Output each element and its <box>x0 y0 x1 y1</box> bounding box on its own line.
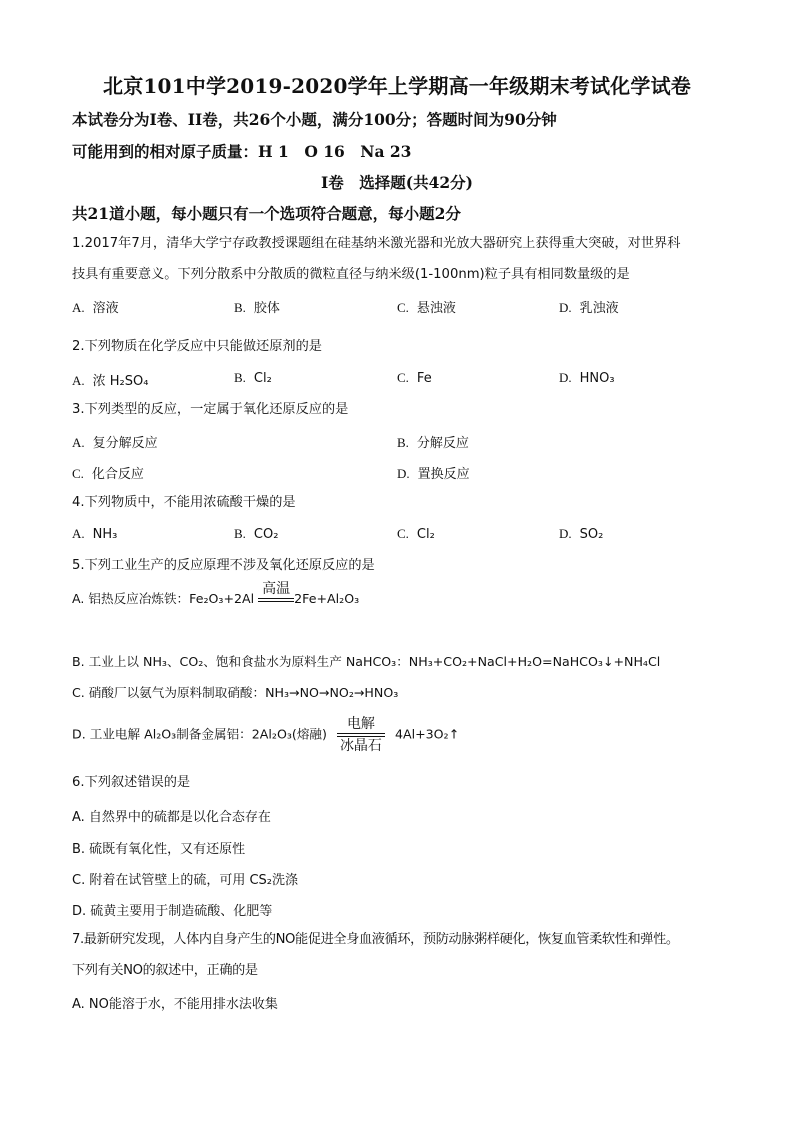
q4-option-c[interactable]: C. Cl₂ <box>397 526 435 542</box>
q3-option-b[interactable]: B. 分解反应 <box>397 435 469 451</box>
q3-option-a[interactable]: A. 复分解反应 <box>72 435 158 451</box>
atomic-mass-line: 可能用到的相对原子质量：H 1 O 16 Na 23 <box>72 142 412 161</box>
q5-option-b[interactable]: B. 工业上以 NH₃、CO₂、饱和食盐水为原料生产 NaHCO₃：NH₃+CO₂+NaCl+H₂O=NaHCO₃↓+NH₄Cl <box>72 654 661 669</box>
q1-option-a[interactable]: A. 溶液 <box>72 300 119 316</box>
q4-option-a[interactable]: A. NH₃ <box>72 526 118 542</box>
q2-option-d[interactable]: D. HNO₃ <box>559 370 615 386</box>
q1-option-d[interactable]: D. 乳浊液 <box>559 300 619 316</box>
q1-option-b[interactable]: B. 胶体 <box>234 300 280 316</box>
q7-option-a[interactable]: A. NO能溶于水，不能用排水法收集 <box>72 997 278 1012</box>
q6-option-b[interactable]: B. 硫既有氧化性，又有还原性 <box>72 842 246 857</box>
q3-option-c[interactable]: C. 化合反应 <box>72 466 144 482</box>
q3-option-d[interactable]: D. 置换反应 <box>397 466 470 482</box>
q2-option-c[interactable]: C. Fe <box>397 370 432 386</box>
exam-info-line: 本试卷分为I卷、II卷，共26个小题，满分100分；答题时间为90分钟 <box>72 110 557 129</box>
question-3: 3.下列类型的反应，一定属于氧化还原反应的是 <box>72 402 349 417</box>
question-2: 2.下列物质在化学反应中只能做还原剂的是 <box>72 339 322 354</box>
reaction-condition: 高温 <box>258 581 294 603</box>
q6-option-c[interactable]: C. 附着在试管壁上的硫，可用 CS₂洗涤 <box>72 873 299 888</box>
q2-option-b[interactable]: B. Cl₂ <box>234 370 272 386</box>
q6-option-a[interactable]: A. 自然界中的硫都是以化合态存在 <box>72 810 271 825</box>
question-7 <box>72 924 732 986</box>
equal-sign <box>258 598 294 602</box>
section-title: I卷 选择题(共42分) <box>321 173 473 192</box>
question-1 <box>72 228 732 290</box>
equal-sign <box>337 733 385 737</box>
q1-option-c[interactable]: C. 悬浊液 <box>397 300 456 316</box>
question-5: 5.下列工业生产的反应原理不涉及氧化还原反应的是 <box>72 558 375 573</box>
page-title: 北京101中学2019-2020学年上学期高一年级期末考试化学试卷 <box>103 74 691 98</box>
q5-option-d[interactable]: D. 工业电解 Al₂O₃制备金属铝：2Al₂O₃(熔融) 电解 冰晶石 4Al+3O₂↑ <box>72 716 460 754</box>
q2-option-a[interactable]: A. 浓 H₂SO₄ <box>72 373 149 389</box>
question-7-line-2: 下列有关NO的叙述中，正确的是 <box>72 963 258 978</box>
reaction-condition: 电解 冰晶石 <box>337 716 385 754</box>
q5-option-a[interactable]: A. 铝热反应冶炼铁：Fe₂O₃+2Al 高温 2Fe+Al₂O₃ <box>72 580 360 606</box>
question-4: 4.下列物质中，不能用浓硫酸干燥的是 <box>72 495 296 510</box>
q4-option-b[interactable]: B. CO₂ <box>234 526 279 542</box>
question-1-line-1: 1.2017年7月，清华大学宁存政教授课题组在硅基纳米激光器和光放大器研究上获得重大突破，对世界科 <box>72 236 681 251</box>
q4-option-d[interactable]: D. SO₂ <box>559 526 604 542</box>
q5-option-c[interactable]: C. 硝酸厂以氨气为原料制取硝酸：NH₃→NO→NO₂→HNO₃ <box>72 685 399 700</box>
question-1-line-2: 技具有重要意义。下列分散系中分散质的微粒直径与纳米级(1-100nm)粒子具有相同数量级的是 <box>72 267 630 282</box>
question-6: 6.下列叙述错误的是 <box>72 775 191 790</box>
q6-option-d[interactable]: D. 硫黄主要用于制造硫酸、化肥等 <box>72 904 273 919</box>
section-instruction: 共21道小题，每小题只有一个选项符合题意，每小题2分 <box>72 204 461 223</box>
question-7-line-1: 7.最新研究发现，人体内自身产生的NO能促进全身血液循环，预防动脉粥样硬化，恢复血管柔软性和弹性。 <box>72 932 679 947</box>
